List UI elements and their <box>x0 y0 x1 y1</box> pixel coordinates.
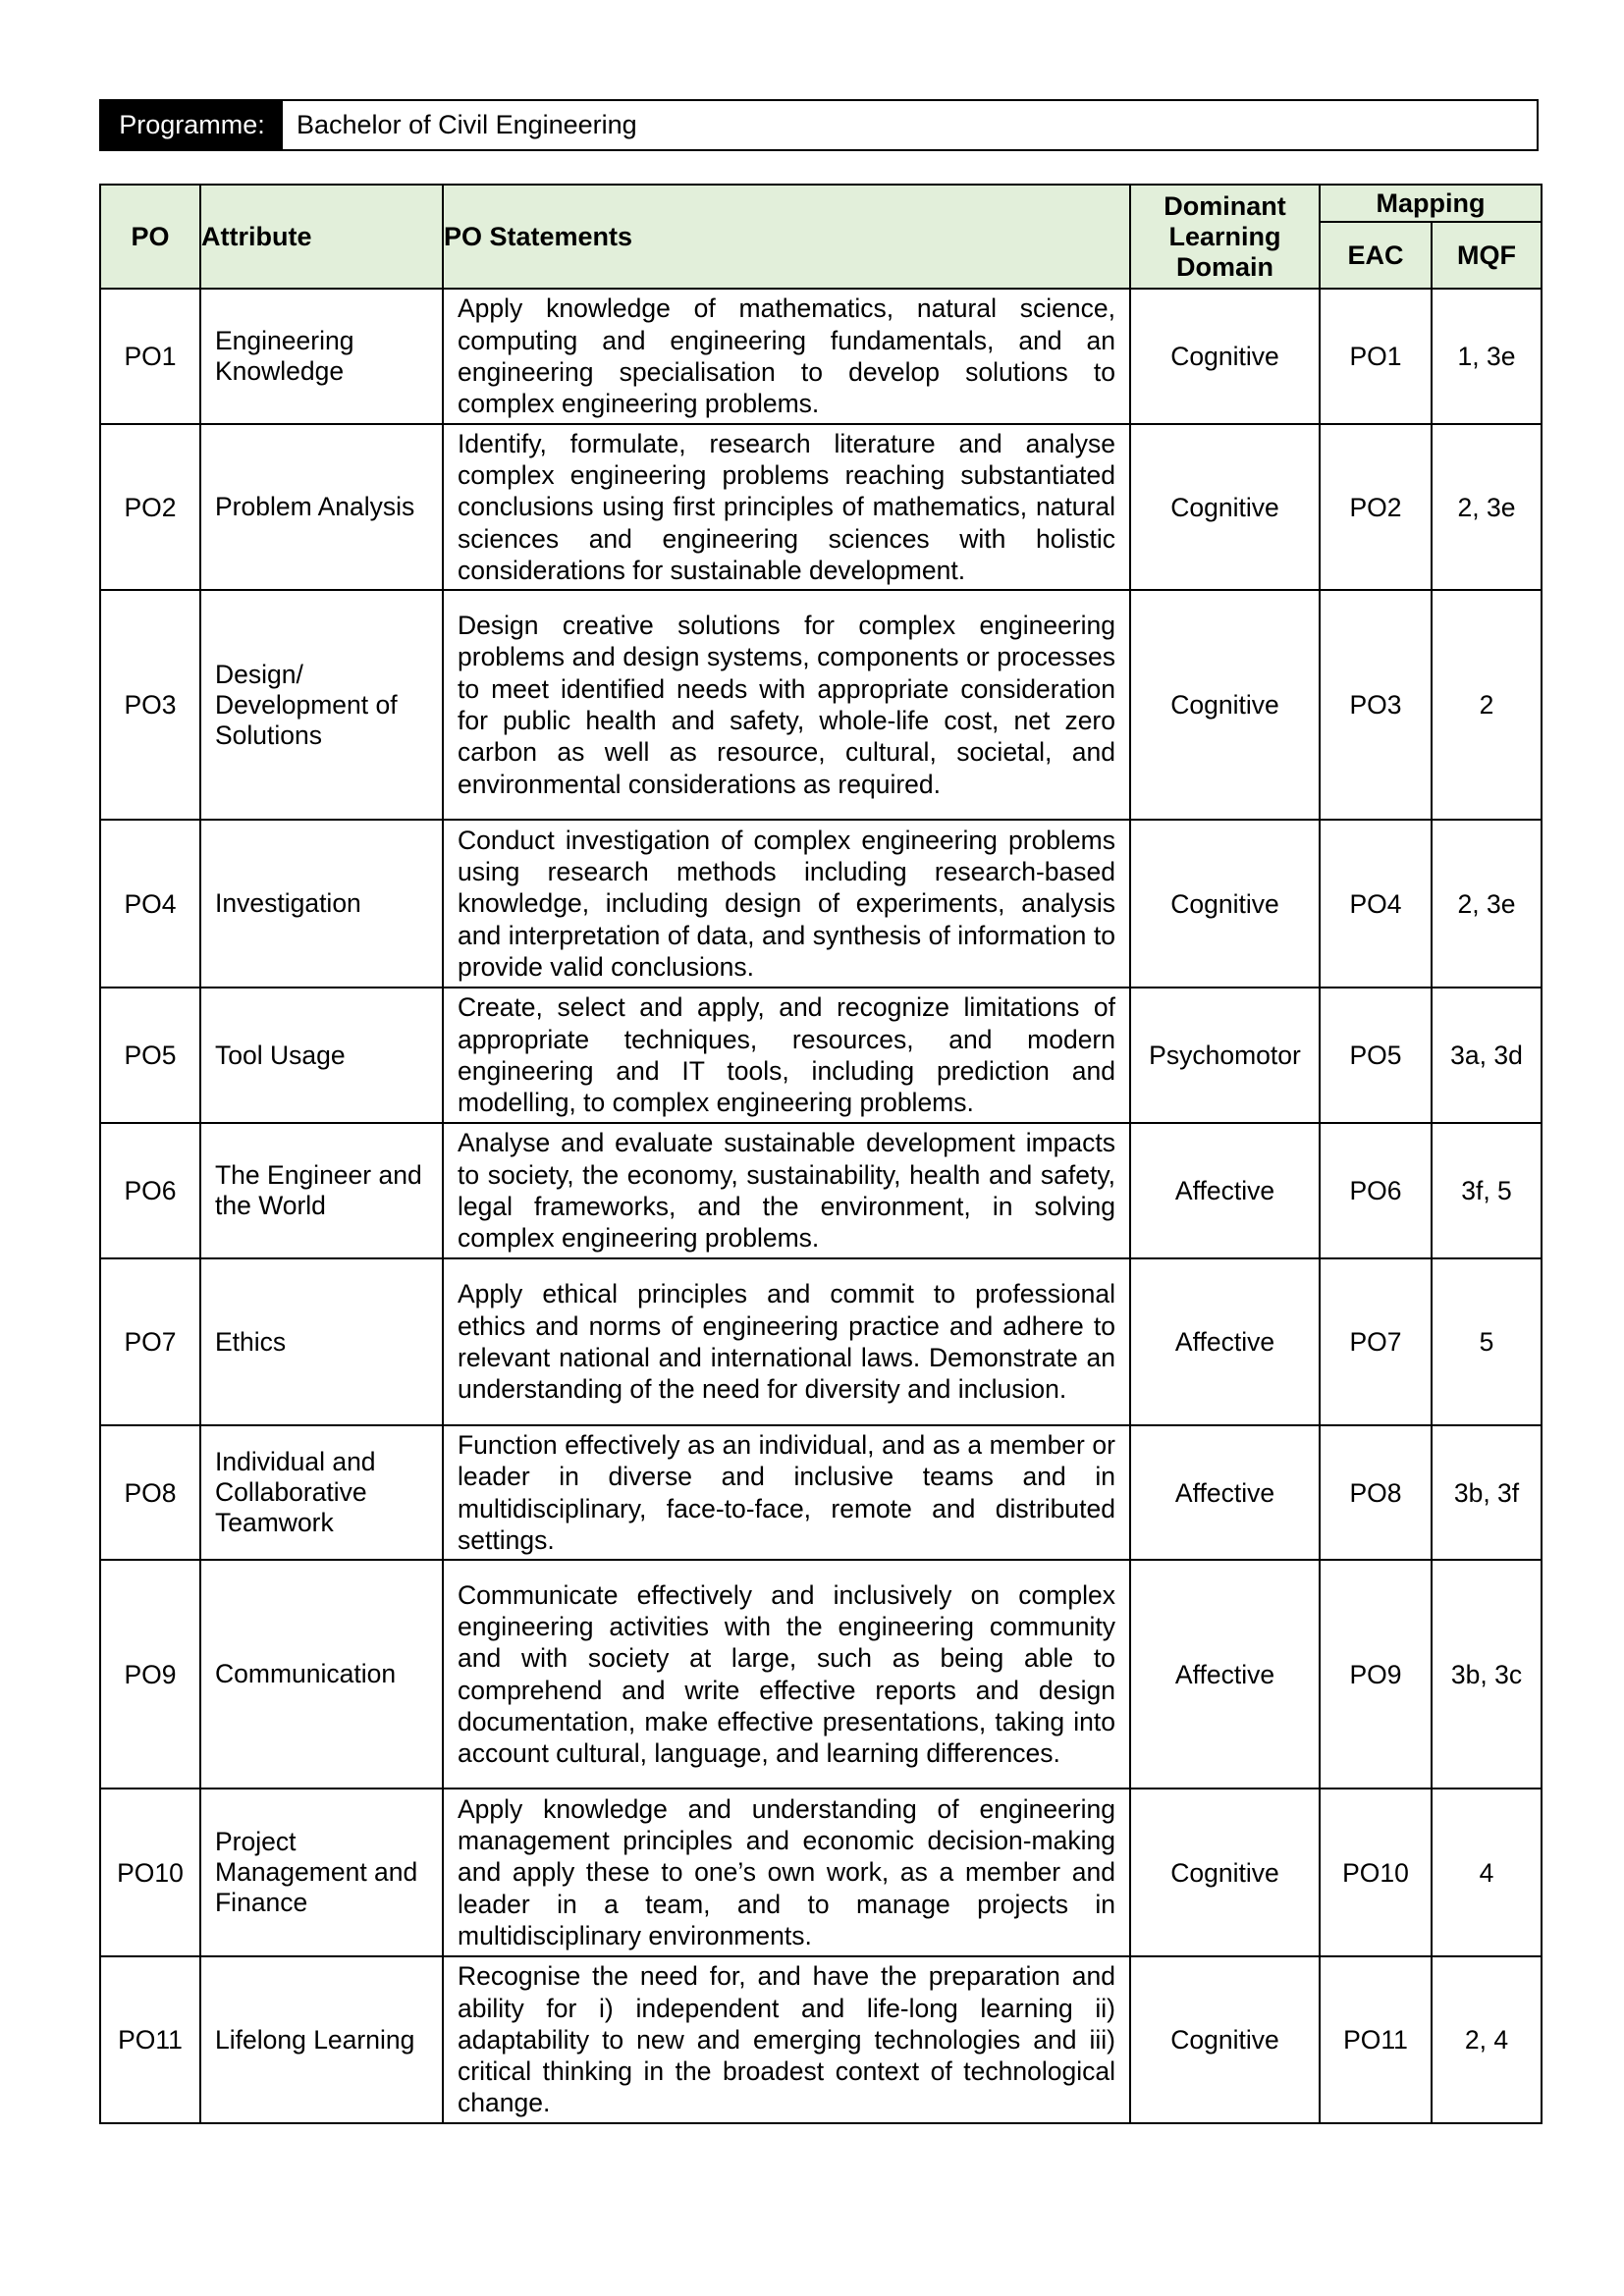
attribute: Design/ Development of Solutions <box>200 590 443 820</box>
po-code: PO9 <box>100 1560 200 1789</box>
mqf-mapping: 2, 3e <box>1432 820 1542 988</box>
table-row <box>100 1425 1542 1560</box>
programme-value: Bachelor of Civil Engineering <box>297 110 637 139</box>
programme-label: Programme: <box>101 101 283 149</box>
mqf-mapping: 4 <box>1432 1789 1542 1956</box>
po-statement: Apply knowledge of mathematics, natural science, computing and engineering fundamentals, and an engineering specialisation to develop solutions to complex engineering problems. <box>443 289 1130 424</box>
eac-mapping: PO1 <box>1320 289 1432 424</box>
po-statement: Identify, formulate, research literature and analyse complex engineering problems reaching substantiated conclusions using first principles of mathematics, natural sciences and engineering sciences with holistic considerations for sustainable development. <box>443 424 1130 590</box>
programme-bar <box>99 99 1539 151</box>
eac-mapping: PO5 <box>1320 988 1432 1123</box>
attribute: Communication <box>200 1560 443 1789</box>
mqf-mapping: 3a, 3d <box>1432 988 1542 1123</box>
header-statements: PO Statements <box>443 185 1130 289</box>
attribute: Individual and Collaborative Teamwork <box>200 1425 443 1560</box>
po-code: PO4 <box>100 820 200 988</box>
table-row <box>100 820 1542 988</box>
po-code: PO3 <box>100 590 200 820</box>
mqf-mapping: 1, 3e <box>1432 289 1542 424</box>
table-row <box>100 1956 1542 2123</box>
po-statement: Apply ethical principles and commit to professional ethics and norms of engineering practice and adhere to relevant national and international laws. Demonstrate an understanding of the need for diversity and inclusion. <box>443 1258 1130 1425</box>
learning-domain: Cognitive <box>1130 424 1320 590</box>
learning-domain: Cognitive <box>1130 1956 1320 2123</box>
learning-domain: Affective <box>1130 1560 1320 1789</box>
table-row <box>100 289 1542 424</box>
learning-domain: Affective <box>1130 1258 1320 1425</box>
table-row <box>100 424 1542 590</box>
mqf-mapping: 3b, 3f <box>1432 1425 1542 1560</box>
table-row <box>100 988 1542 1123</box>
header-attribute: Attribute <box>200 185 443 289</box>
learning-domain: Psychomotor <box>1130 988 1320 1123</box>
eac-mapping: PO8 <box>1320 1425 1432 1560</box>
header-mqf: MQF <box>1432 222 1542 289</box>
po-statement: Recognise the need for, and have the preparation and ability for i) independent and life-long learning ii) adaptability to new and emerging technologies and iii) critical thinking in the broadest context of technological change. <box>443 1956 1130 2123</box>
po-statement: Design creative solutions for complex engineering problems and design systems, components or processes to meet identified needs with appropriate consideration for public health and safety, whole-life cost, net zero carbon as well as resource, cultural, societal, and environmental considerations as required. <box>443 590 1130 820</box>
po-code: PO11 <box>100 1956 200 2123</box>
attribute: Engineering Knowledge <box>200 289 443 424</box>
mqf-mapping: 3f, 5 <box>1432 1123 1542 1258</box>
table-row <box>100 1560 1542 1789</box>
table-row <box>100 1258 1542 1425</box>
eac-mapping: PO10 <box>1320 1789 1432 1956</box>
attribute: Investigation <box>200 820 443 988</box>
po-table <box>99 184 1543 2124</box>
mqf-mapping: 2, 3e <box>1432 424 1542 590</box>
eac-mapping: PO11 <box>1320 1956 1432 2123</box>
learning-domain: Cognitive <box>1130 1789 1320 1956</box>
mqf-mapping: 5 <box>1432 1258 1542 1425</box>
attribute: Lifelong Learning <box>200 1956 443 2123</box>
learning-domain: Affective <box>1130 1123 1320 1258</box>
po-statement: Analyse and evaluate sustainable development impacts to society, the economy, sustainability, health and safety, legal frameworks, and the environment, in solving complex engineering problems. <box>443 1123 1130 1258</box>
po-code: PO2 <box>100 424 200 590</box>
eac-mapping: PO4 <box>1320 820 1432 988</box>
po-statement: Apply knowledge and understanding of engineering management principles and economic decision-making and apply these to one’s own work, as a member and leader in a team, and to manage projects in multidisciplinary environments. <box>443 1789 1130 1956</box>
po-code: PO8 <box>100 1425 200 1560</box>
po-code: PO7 <box>100 1258 200 1425</box>
po-statement: Communicate effectively and inclusively on complex engineering activities with the engineering community and with society at large, such as being able to comprehend and write effective reports and design documentation, make effective presentations, taking into account cultural, language, and learning differences. <box>443 1560 1130 1789</box>
eac-mapping: PO6 <box>1320 1123 1432 1258</box>
attribute: Problem Analysis <box>200 424 443 590</box>
po-code: PO5 <box>100 988 200 1123</box>
eac-mapping: PO2 <box>1320 424 1432 590</box>
po-code: PO6 <box>100 1123 200 1258</box>
header-domain: Dominant Learning Domain <box>1130 185 1320 289</box>
po-code: PO1 <box>100 289 200 424</box>
learning-domain: Affective <box>1130 1425 1320 1560</box>
po-statement: Conduct investigation of complex engineering problems using research methods including research-based knowledge, including design of experiments, analysis and interpretation of data, and synthesis of information to provide valid conclusions. <box>443 820 1130 988</box>
mqf-mapping: 2, 4 <box>1432 1956 1542 2123</box>
header-mapping: Mapping <box>1320 185 1542 222</box>
table-row <box>100 590 1542 820</box>
mqf-mapping: 3b, 3c <box>1432 1560 1542 1789</box>
po-code: PO10 <box>100 1789 200 1956</box>
eac-mapping: PO3 <box>1320 590 1432 820</box>
attribute: Tool Usage <box>200 988 443 1123</box>
learning-domain: Cognitive <box>1130 590 1320 820</box>
eac-mapping: PO9 <box>1320 1560 1432 1789</box>
header-po: PO <box>100 185 200 289</box>
mqf-mapping: 2 <box>1432 590 1542 820</box>
attribute: Ethics <box>200 1258 443 1425</box>
attribute: Project Management and Finance <box>200 1789 443 1956</box>
header-eac: EAC <box>1320 222 1432 289</box>
po-statement: Create, select and apply, and recognize limitations of appropriate techniques, resources, and modern engineering and IT tools, including prediction and modelling, to complex engineering problems. <box>443 988 1130 1123</box>
learning-domain: Cognitive <box>1130 820 1320 988</box>
table-row <box>100 1789 1542 1956</box>
table-row <box>100 1123 1542 1258</box>
attribute: The Engineer and the World <box>200 1123 443 1258</box>
po-statement: Function effectively as an individual, and as a member or leader in diverse and inclusive teams and in multidisciplinary, face-to-face, remote and distributed settings. <box>443 1425 1130 1560</box>
eac-mapping: PO7 <box>1320 1258 1432 1425</box>
learning-domain: Cognitive <box>1130 289 1320 424</box>
